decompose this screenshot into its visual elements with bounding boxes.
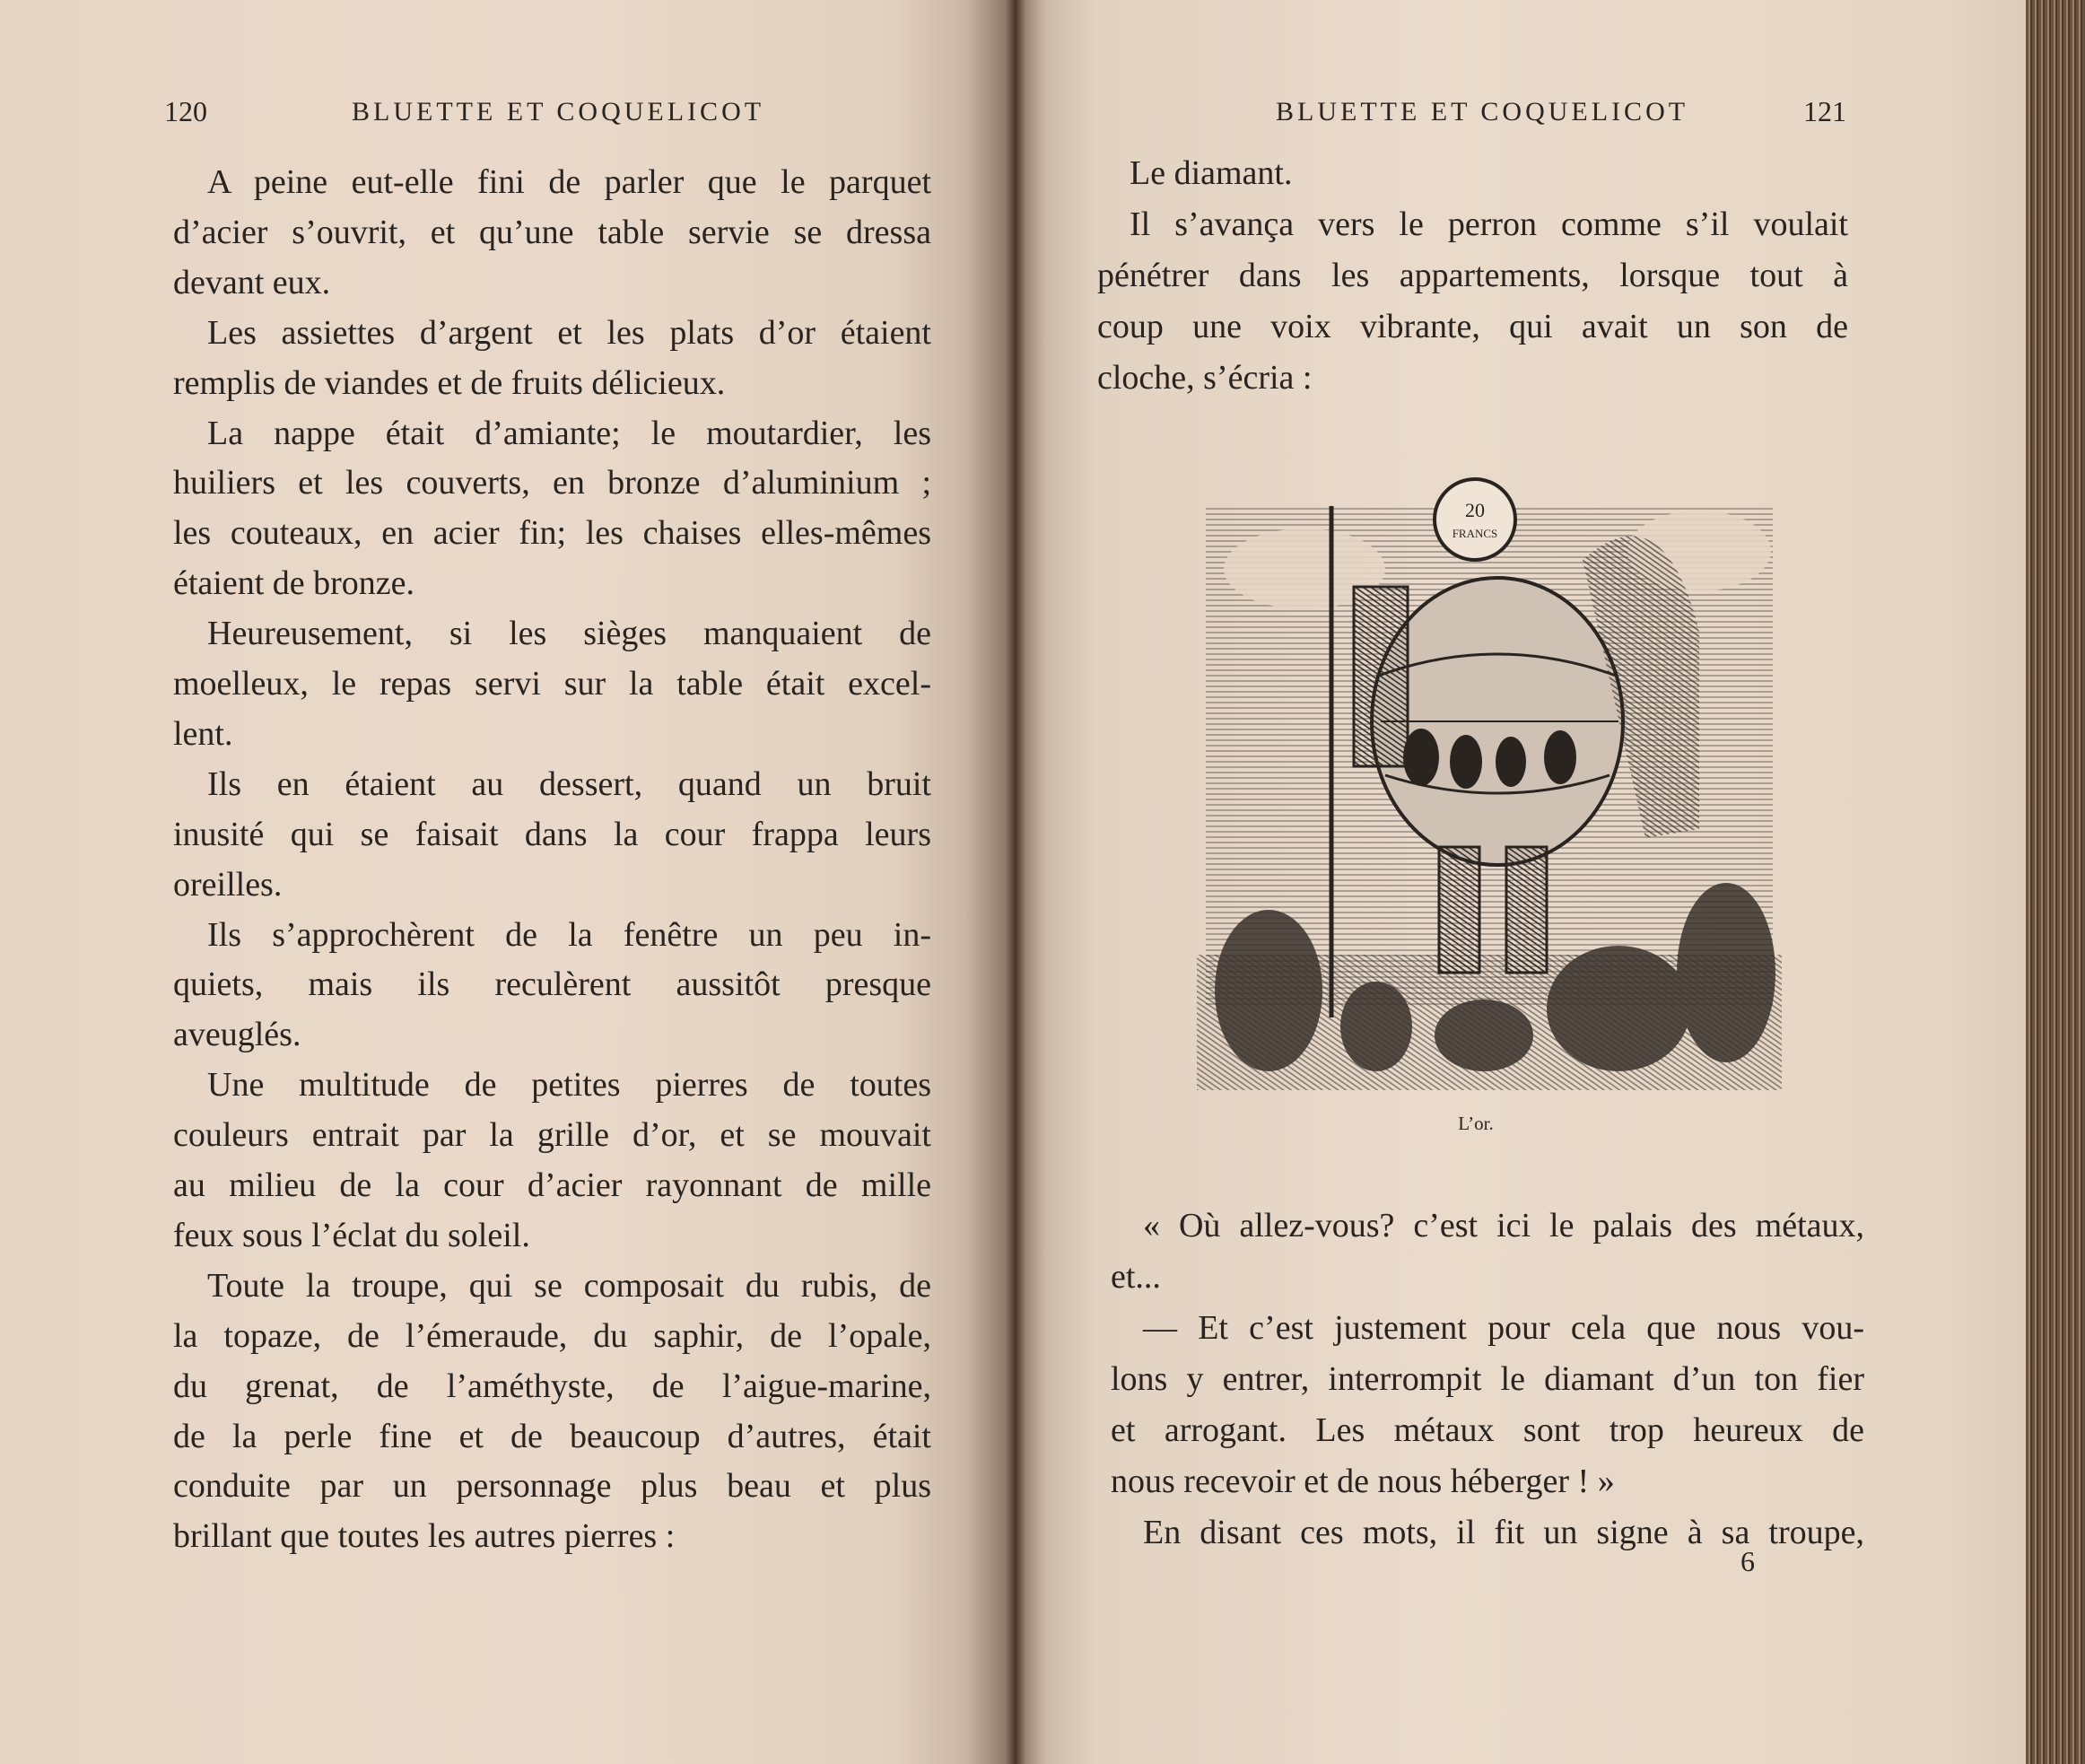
text-line: « Où allez-vous? c’est ici le palais des métaux, (1143, 1207, 1864, 1244)
text-line: lons y entrer, interrompit le diamant d’un ton fier (1111, 1360, 1864, 1398)
arm (1354, 587, 1408, 766)
text-line: Ils s’approchèrent de la fenêtre un peu in- (207, 915, 931, 954)
text-line: Heureusement, si les sièges manquaient de (207, 615, 931, 653)
text-line: oreilles. (173, 865, 283, 904)
text-line: nous recevoir et de nous héberger ! » (1111, 1463, 1615, 1500)
illustration-caption: L’or. (1458, 1113, 1494, 1134)
left-leg (1439, 847, 1479, 973)
text-line: Les assiettes d’argent et les plats d’or étaient (207, 313, 931, 352)
page-number-right: 121 (1803, 95, 1846, 127)
running-head-right: BLUETTE ET COQUELICOT (1276, 97, 1689, 127)
text-line: remplis de viandes et de fruits délicieux. (173, 363, 726, 402)
text-line: quiets, mais ils reculèrent aussitôt presque (173, 965, 931, 1004)
text-line: devant eux. (173, 263, 331, 301)
text-line: étaient de bronze. (173, 564, 415, 603)
text-line: feux sous l’éclat du soleil. (173, 1216, 530, 1254)
text-line: A peine eut-elle fini de parler que le parquet (207, 163, 931, 201)
text-line: pénétrer dans les appartements, lorsque tout à (1097, 257, 1848, 294)
text-line: d’acier s’ouvrit, et qu’une table servie se dressa (173, 213, 931, 251)
page-number-left: 120 (164, 95, 207, 127)
text-line: conduite par un personnage plus beau et plus (173, 1467, 931, 1506)
text-line: Le diamant. (1130, 154, 1293, 192)
text-line: inusité qui se faisait dans la cour frappa leurs (173, 815, 931, 853)
text-line: — Et c’est justement pour cela que nous vou- (1143, 1309, 1864, 1347)
text-line: En disant ces mots, il fit un signe à sa troupe, (1143, 1514, 1864, 1551)
text-line: aveuglés. (173, 1016, 301, 1054)
text-line: huiliers et les couverts, en bronze d’aluminium ; (173, 464, 931, 502)
text-line: cloche, s’écria : (1097, 359, 1313, 397)
text-line: et... (1111, 1258, 1161, 1296)
right-leg (1506, 847, 1547, 973)
text-line: et arrogant. Les métaux sont trop heureux de (1111, 1411, 1864, 1449)
running-head-left: BLUETTE ET COQUELICOT (352, 97, 765, 127)
signature-mark: 6 (1740, 1545, 1755, 1577)
text-line: Il s’avança vers le perron comme s’il voulait (1130, 205, 1848, 243)
text-line: coup une voix vibrante, qui avait un son de (1097, 308, 1848, 345)
text-line: au milieu de la cour d’acier rayonnant de mille (173, 1166, 931, 1204)
text-line: Ils en étaient au dessert, quand un bruit (207, 764, 931, 803)
text-line: couleurs entrait par la grille d’or, et se mouvait (173, 1116, 931, 1155)
text-line: du grenat, de l’améthyste, de l’aigue-marine, (173, 1367, 931, 1405)
text-line: la topaze, de l’émeraude, du saphir, de l’opale, (173, 1316, 931, 1355)
text-line: les couteaux, en acier fin; les chaises elles-mêmes (173, 514, 931, 553)
page-edges (2026, 0, 2085, 1764)
text-line: La nappe était d’amiante; le moutardier, les (207, 414, 931, 452)
text-line: moelleux, le repas servi sur la table était excel- (173, 665, 931, 703)
text-line: lent. (173, 714, 233, 753)
coin-label: FRANCS (1452, 527, 1498, 540)
text-line: brillant que toutes les autres pierres : (173, 1517, 676, 1556)
text-line: de la perle fine et de beaucoup d’autres, était (173, 1417, 931, 1455)
text-line: Une multitude de petites pierres de toutes (207, 1066, 931, 1105)
coin-value: 20 (1465, 499, 1485, 521)
engraving-illustration (1197, 452, 1782, 1090)
text-line: Toute la troupe, qui se composait du rubis, de (207, 1266, 931, 1305)
